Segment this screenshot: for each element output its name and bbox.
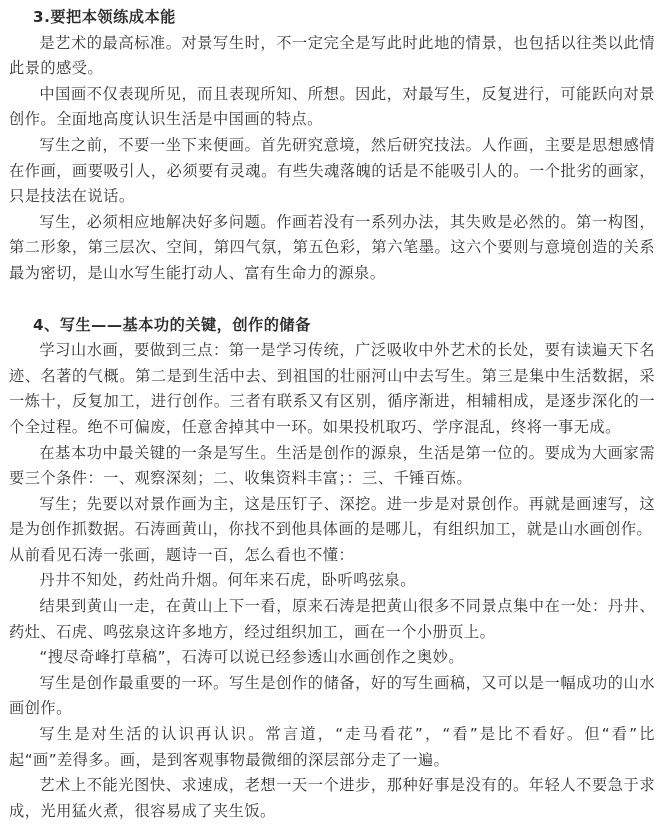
paragraph: 写生；先要以对景作画为主，这是压钉子、深挖。进一步是对景创作。再就是画速写，这是为创作抓数据。石涛画黄山，你找不到他具体画的是哪儿，有组织加工，就是山水画创作。 [9,494,655,539]
paragraph: 是艺术的最高标准。对景写生时，不一定完全是写此时此地的情景，也包括以往类以此情此景的感受。 [9,33,655,78]
poem-line: 丹井不知处，药灶尚升烟。何年来石虎，卧听鸣弦泉。 [39,571,416,590]
paragraph: 在基本功中最关键的一条是写生。生活是创作的源泉，生活是第一位的。要成为大画家需要三个条件：一、观察深刻；二、收集资料丰富；：三、千锤百炼。 [9,443,655,488]
paragraph: 中国画不仅表现所见，而且表现所知、所想。因此，对最写生，反复进行，可能跃向对景创作。全面地高度认识生活是中国画的特点。 [9,84,655,129]
paragraph: 结果到黄山一走，在黄山上下一看，原来石涛是把黄山很多不同景点集中在一处：丹井、药灶、石虎、鸣弦泉这许多地方，经过组织加工，画在一个小册页上。 [9,597,655,641]
section-heading-4: 4、写生——基本功的关键，创作的储备 [33,315,311,334]
section-spacer [9,287,655,313]
paragraph: 学习山水画，要做到三点：第一是学习传统，广泛吸收中外艺术的长处，要有读遍天下名迹、名著的气概。第二是到生活中去、到祖国的壮丽河山中去写生。第三是集中生活数据，采一炼十，反复加工，进行创作。三者有联系又有区别，循序渐进，相辅相成，是逐步深化的一个全过程。绝不可偏废，任意舍掉其中一环。如果投机取巧、学序混乱，终将一事无成。 [9,341,655,436]
section-heading-3: 3.要把本领练成本能 [33,8,176,26]
paragraph: 写生是创作最重要的一环。写生是创作的储备，好的写生画稿，又可以是一幅成功的山水画创作。 [9,673,655,718]
paragraph: 写生之前，不要一坐下来便画。首先研究意境，然后研究技法。人作画，主要是思想感情在作画，画要吸引人，必须要有灵魂。有些失魂落魄的话是不能吸引人的。一个批劣的画家，只是技法在说话。 [9,135,655,206]
paragraph: 写生是对生活的认识再认识。常言道，“走马看花”，“看”是比不看好。但“看”比起“画”差得多。画，是到客观事物最微细的深层部分走了一遍。 [9,725,655,769]
paragraph: 艺术上不能光图快、求速成，老想一天一个进步，那种好事是没有的。年轻人不要急于求成，光用猛火煮，很容易成了夹生饭。 [9,776,655,820]
paragraph: 从前看见石涛一张画，题诗一百，怎么看也不懂： [9,545,355,564]
paragraph: 写生，必须相应地解决好多问题。作画若没有一系列办法，其失败是必然的。第一构图，第二形象，第三层次、空间，第四气氛，第五色彩，第六笔墨。这六个要则与意境创造的关系最为密切，是山水写生能打动人、富有生命力的源泉。 [9,212,655,282]
quote-paragraph: “搜尽奇峰打草稿”，石涛可以说已经参透山水画创作之奥妙。 [39,648,465,667]
